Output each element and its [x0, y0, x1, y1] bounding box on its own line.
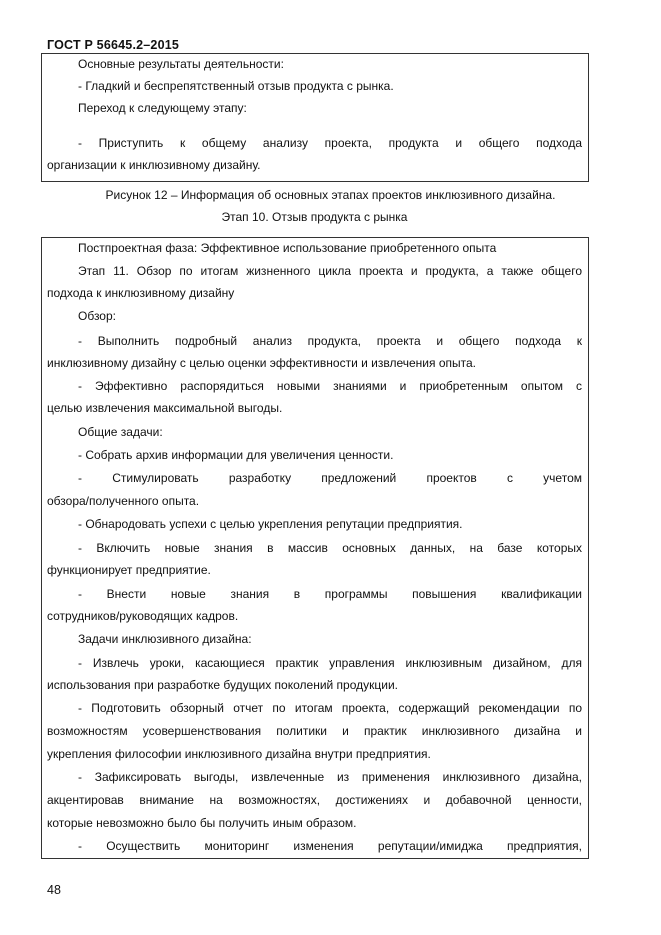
- box2-line-17: сотрудников/руководящих кадров.: [47, 609, 239, 623]
- box2-line-13: - Обнародовать успехи с целью укрепления репутации предприятия.: [78, 517, 463, 531]
- box2-line-21: - Подготовить обзорный отчет по итогам проекта, содержащий рекомендации по: [78, 701, 582, 715]
- document-code-header: ГОСТ Р 56645.2–2015: [47, 38, 180, 52]
- box2-line-12: обзора/полученного опыта.: [47, 494, 200, 508]
- box2-line-20: использования при разработке будущих поколений продукции.: [47, 678, 399, 692]
- box2-line-27: - Осуществить мониторинг изменения репутации/имиджа предприятия,: [78, 839, 582, 853]
- box1-line-4: - Приступить к общему анализу проекта, продукта и общего подхода: [78, 136, 582, 150]
- box2-line-10: - Собрать архив информации для увеличения ценности.: [78, 448, 394, 462]
- box2-line-1: Постпроектная фаза: Эффективное использование приобретенного опыта: [78, 241, 497, 255]
- figure-caption-line-1: Рисунок 12 – Информация об основных этапах проектов инклюзивного дизайна.: [105, 188, 556, 202]
- box1-line-2: - Гладкий и беспрепятственный отзыв продукта с рынка.: [78, 79, 394, 93]
- box2-line-22: возможностям усовершенствования политики и практик инклюзивного дизайна и: [47, 724, 582, 738]
- box2-line-7: - Эффективно распорядиться новыми знаниями и приобретенным опытом с: [78, 379, 582, 393]
- box2-line-5: - Выполнить подробный анализ продукта, проекта и общего подхода к: [78, 334, 582, 348]
- box2-line-19: - Извлечь уроки, касающиеся практик управления инклюзивным дизайном, для: [78, 656, 582, 670]
- box2-line-4: Обзор:: [78, 309, 116, 323]
- page-number: 48: [47, 883, 61, 897]
- box2-line-25: акцентировав внимание на возможностях, достижениях и добавочной ценности,: [47, 793, 582, 807]
- figure-caption-line-2: Этап 10. Отзыв продукта с рынка: [221, 210, 408, 224]
- box1-line-5: организации к инклюзивному дизайну.: [47, 158, 261, 172]
- box2-line-11: - Стимулировать разработку предложений проектов с учетом: [78, 471, 582, 485]
- box2-line-26: которые невозможно было бы получить иным образом.: [47, 816, 357, 830]
- box2-line-15: функционирует предприятие.: [47, 563, 211, 577]
- box2-line-18: Задачи инклюзивного дизайна:: [78, 632, 252, 646]
- box1-line-3: Переход к следующему этапу:: [78, 101, 247, 115]
- box2-line-14: - Включить новые знания в массив основных данных, на базе которых: [78, 541, 582, 555]
- box2-line-2: Этап 11. Обзор по итогам жизненного цикла проекта и продукта, а также общего: [78, 264, 582, 278]
- box2-line-23: укрепления философии инклюзивного дизайна внутри предприятия.: [47, 747, 431, 761]
- box2-line-6: инклюзивному дизайну с целью оценки эффективности и извлечения опыта.: [47, 356, 477, 370]
- box2-line-9: Общие задачи:: [78, 425, 163, 439]
- box1-line-1: Основные результаты деятельности:: [78, 57, 284, 71]
- box2-line-3: подхода к инклюзивному дизайну: [47, 286, 235, 300]
- box2-line-16: - Внести новые знания в программы повышения квалификации: [78, 587, 582, 601]
- box2-line-24: - Зафиксировать выгоды, извлеченные из применения инклюзивного дизайна,: [78, 770, 582, 784]
- box2-line-8: целью извлечения максимальной выгоды.: [47, 401, 283, 415]
